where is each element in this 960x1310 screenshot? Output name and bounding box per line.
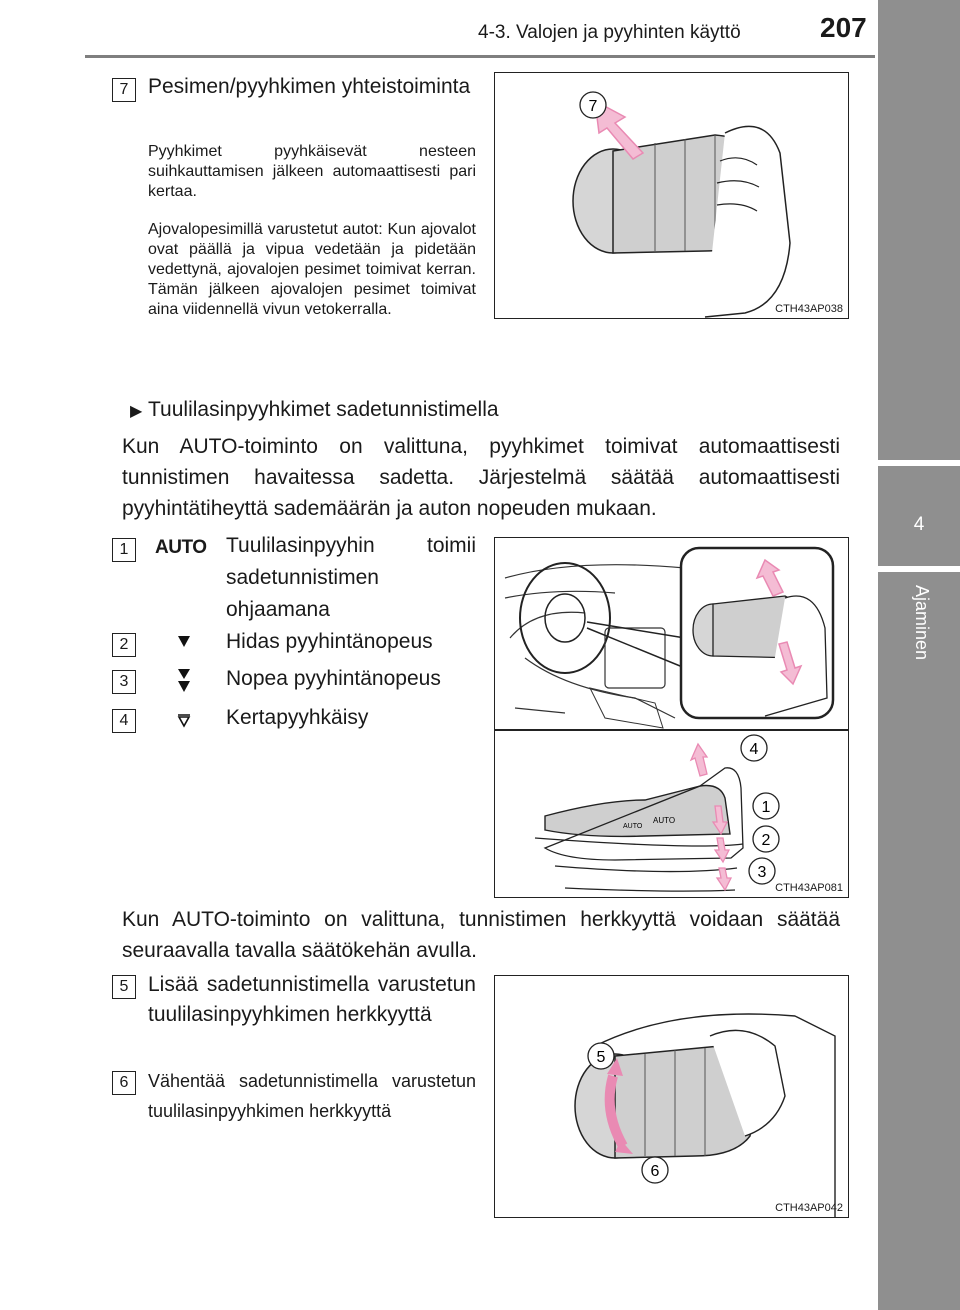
rain-sensor-heading: Tuulilasinpyyhkimet sadetunnistimella xyxy=(148,398,499,421)
figure-3-callout-6: 6 xyxy=(650,1163,660,1180)
section-title: 4-3. Valojen ja pyyhinten käyttö xyxy=(478,22,741,43)
item-5-text: Lisää sadetunnistimella varustetun tuulilasinpyyhkimen herkkyyttä xyxy=(148,973,476,1026)
figure-2-callout-1: 1 xyxy=(761,799,771,816)
rain-sensor-paragraph: Kun AUTO-toiminto on valittuna, pyyhkimet toimivat automaattisesti tunnistimen havaitessa sadetta. Järjestelmä säätää automaattisesti pyyhintätiheyttä sademäärän ja auton nopeuden mukaan. xyxy=(122,435,840,520)
figure-1-callout-7: 7 xyxy=(588,98,598,115)
figure-2-code: CTH43AP081 xyxy=(775,882,843,894)
figure-2-callout-3: 3 xyxy=(757,864,767,881)
single-wipe-icon xyxy=(176,710,192,728)
slow-speed-icon xyxy=(176,632,192,650)
chapter-label: Ajaminen xyxy=(912,585,932,661)
mode-2-label: Hidas pyyhintänopeus xyxy=(226,630,433,653)
auto-symbol-icon: AUTO xyxy=(155,537,207,558)
mode-3-label: Nopea pyyhintänopeus xyxy=(226,667,441,690)
mode-1-badge: 1 xyxy=(112,538,136,562)
triangle-bullet-icon: ▶ xyxy=(130,403,143,420)
figure-2-switch-label-auto-2: AUTO xyxy=(623,823,643,830)
item-7-desc-2: Ajovalopesimillä varustetut autot: Kun ajovalot ovat päällä ja vipua vedetään ja pidetään vedettynä, ajovalojen pesimet toimivat kerran. Tämän jälkeen ajovalojen pesimet toimivat aina viidennellä vivun vetokerralla. xyxy=(148,221,476,318)
figure-sensitivity-ring xyxy=(494,975,849,1218)
washer-lever-illustration xyxy=(495,73,848,318)
figure-3-code: CTH43AP042 xyxy=(775,1202,843,1214)
sensitivity-ring-illustration xyxy=(495,976,848,1217)
mode-1-label: Tuulilasinpyyhin toimii sadetunnistimen ohjaamana xyxy=(226,534,476,621)
fast-speed-icon xyxy=(176,667,192,695)
item-7-title: Pesimen/pyyhkimen yhteistoiminta xyxy=(148,75,471,98)
mode-4-badge: 4 xyxy=(112,709,136,733)
mode-3-badge: 3 xyxy=(112,670,136,694)
page-number: 207 xyxy=(820,12,867,43)
sensitivity-paragraph: Kun AUTO-toiminto on valittuna, tunnistimen herkkyyttä voidaan säätää seuraavalla tavalla säätökehän avulla. xyxy=(122,908,840,962)
item-6-text: Vähentää sadetunnistimella varustetun tuulilasinpyyhkimen herkkyyttä xyxy=(148,1071,476,1121)
figure-2-callout-4: 4 xyxy=(749,741,759,758)
mode-2-badge: 2 xyxy=(112,633,136,657)
figure-2-callout-2: 2 xyxy=(761,832,771,849)
figure-washer-lever xyxy=(494,72,849,319)
figure-2-switch-label-auto: AUTO xyxy=(653,816,676,825)
item-7-desc-1: Pyyhkimet pyyhkäisevät nesteen suihkauttamisen jälkeen automaattisesti pari kertaa. xyxy=(148,143,476,200)
header-rule xyxy=(85,55,875,58)
figure-1-code: CTH43AP038 xyxy=(775,303,843,315)
figure-3-callout-5: 5 xyxy=(596,1049,606,1066)
item-6-badge: 6 xyxy=(112,1071,136,1095)
mode-4-label: Kertapyyhkäisy xyxy=(226,706,369,729)
item-5-badge: 5 xyxy=(112,975,136,999)
rain-sensor-illustration xyxy=(495,538,848,897)
figure-rain-sensor-lever xyxy=(494,537,849,898)
item-7-badge: 7 xyxy=(112,78,136,102)
chapter-number: 4 xyxy=(913,514,925,535)
